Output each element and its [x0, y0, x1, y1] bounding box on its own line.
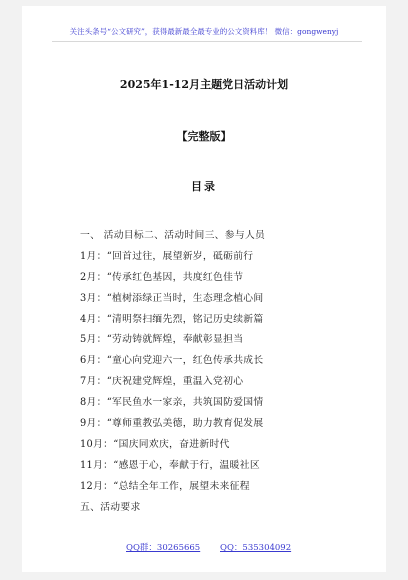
header-promo-note: 关注头条号“公文研究”，获得最新最全最专业的公文资料库！ 微信：gongwenyj	[69, 27, 339, 36]
toc-item[interactable]: 7月：“庆祝建党辉煌，重温入党初心	[80, 376, 244, 388]
toc-item[interactable]: 12月：“总结全年工作，展望未来征程	[80, 480, 250, 492]
toc-item[interactable]: 9月：“尊师重教弘美德，助力教育促发展	[80, 418, 264, 430]
toc-item[interactable]: 11月：“感恩于心，奉献于行，温暖社区	[80, 459, 260, 471]
toc-item[interactable]: 一、 活动目标二、活动时间三、参与人员	[80, 230, 266, 241]
toc-item[interactable]: 4月：“清明祭扫缅先烈，铭记历史续新篇	[80, 313, 264, 325]
edition-label: 【完整版】	[176, 130, 232, 143]
toc-item[interactable]: 五、活动要求	[80, 501, 141, 513]
toc-heading: 目录	[191, 180, 217, 193]
qq-group-link[interactable]: QQ群：30265665	[126, 543, 201, 553]
toc-item[interactable]: 5月：“劳动铸就辉煌，奉献彰显担当	[80, 334, 244, 346]
qq-contact-link[interactable]: QQ：535304092	[220, 543, 292, 553]
toc-item[interactable]: 2月：“传承红色基因，共度红色佳节	[80, 271, 244, 283]
document-page	[22, 6, 386, 572]
toc-item[interactable]: 6月：“童心向党迎六一，红色传承共成长	[80, 355, 264, 367]
header-divider	[52, 41, 362, 42]
toc-item[interactable]: 3月：“植树添绿正当时，生态理念植心间	[80, 292, 264, 304]
document-title: 2025年1-12月主题党日活动计划	[119, 78, 289, 91]
toc-item[interactable]: 8月：“军民鱼水一家亲，共筑国防爱国情	[80, 397, 264, 409]
table-of-contents	[80, 226, 380, 518]
toc-item[interactable]: 1月：“回首过往，展望新岁，砥砺前行	[80, 250, 254, 262]
toc-item[interactable]: 10月：“国庆同欢庆，奋进新时代	[80, 438, 230, 450]
